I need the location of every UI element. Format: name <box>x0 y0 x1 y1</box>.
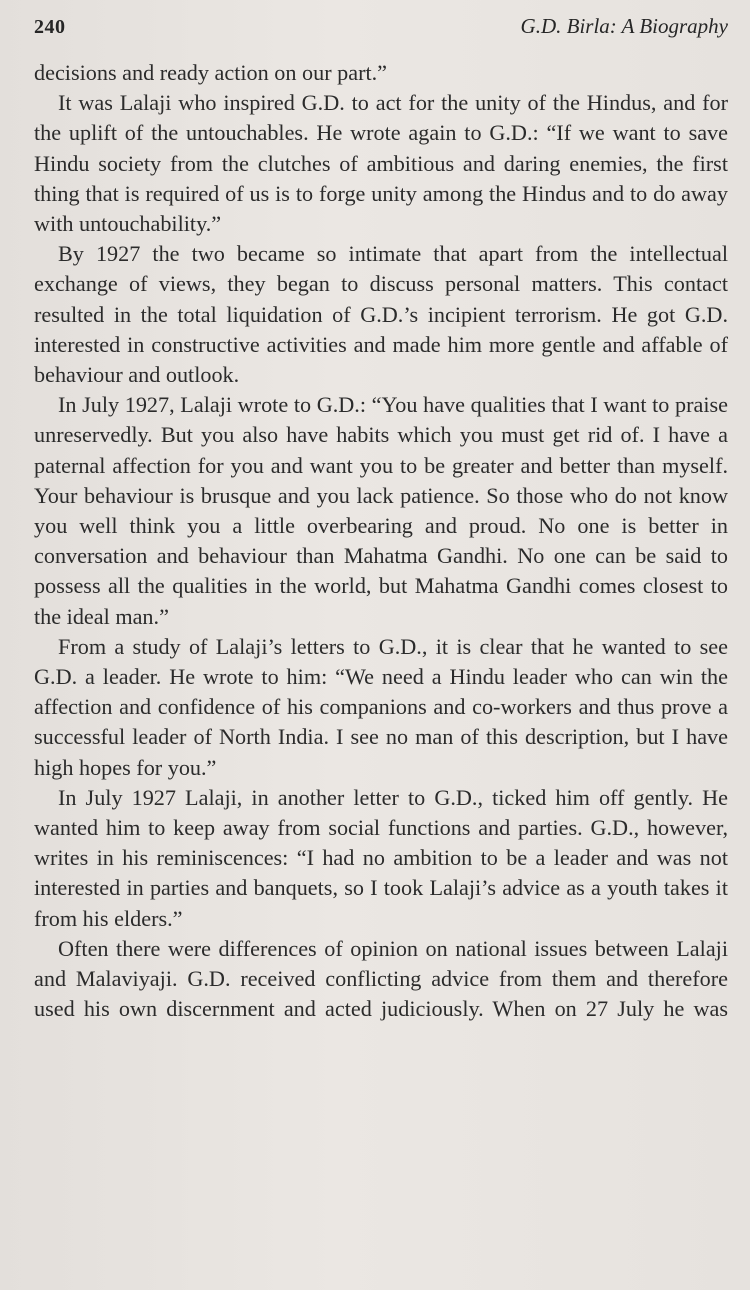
running-head <box>34 14 728 58</box>
page-number: 240 <box>34 16 66 38</box>
paragraph-differences: Often there were differences of opinion on national issues between Lalaji and Malaviyaji. G.D. received conflicting advice from them and therefore used his own discernment and acted judiciously. When on 27 July he was <box>34 935 728 1022</box>
paragraph-continued: decisions and ready action on our part.” <box>34 60 388 85</box>
paragraph-intimacy: By 1927 the two became so intimate that apart from the intellectual exchange of views, they began to discuss personal matters. This contact resulted in the total liquidation of G.D.’s incipient terrorism. He got G.D. interested in constructive activities and made him more gentle and affable of behaviour and outlook. <box>34 241 728 388</box>
paragraph-letter-july: In July 1927, Lalaji wrote to G.D.: “You have qualities that I want to praise unreservedly. But you also have habits which you must get rid of. I have a paternal affection for you and want you to be greater and better than myself. Your behaviour is brusque and you lack patience. So those who do not know you well think you a little overbearing and proud. No one is better in conversation and behaviour than Mahatma Gandhi. No one can be said to possess all the qualities in the world, but Mahatma Gandhi comes closest to the ideal man.” <box>34 392 728 629</box>
paragraph-leader: From a study of Lalaji’s letters to G.D., it is clear that he wanted to see G.D. a leader. He wrote to him: “We need a Hindu leader who can win the affection and confidence of his companions and co-workers and thus prove a successful leader of North India. I see no man of this description, but I have high hopes for you.” <box>34 633 728 780</box>
book-title: G.D. Birla: A Biography <box>520 14 728 38</box>
paragraph-unity: It was Lalaji who inspired G.D. to act for the unity of the Hindus, and for the uplift of the untouchables. He wrote again to G.D.: “If we want to save Hindu society from the clutches of ambitious and daring enemies, the first thing that is required of us is to forge unity among the Hindus and to do away with untouchability.” <box>34 90 728 237</box>
paragraph-ticked-off: In July 1927 Lalaji, in another letter to G.D., ticked him off gently. He wanted him to keep away from social functions and parties. G.D., however, writes in his reminiscences: “I had no ambition to be a leader and was not interested in parties and banquets, so I took Lalaji’s advice as a youth takes it from his elders.” <box>34 784 728 931</box>
body-text <box>34 58 728 1025</box>
